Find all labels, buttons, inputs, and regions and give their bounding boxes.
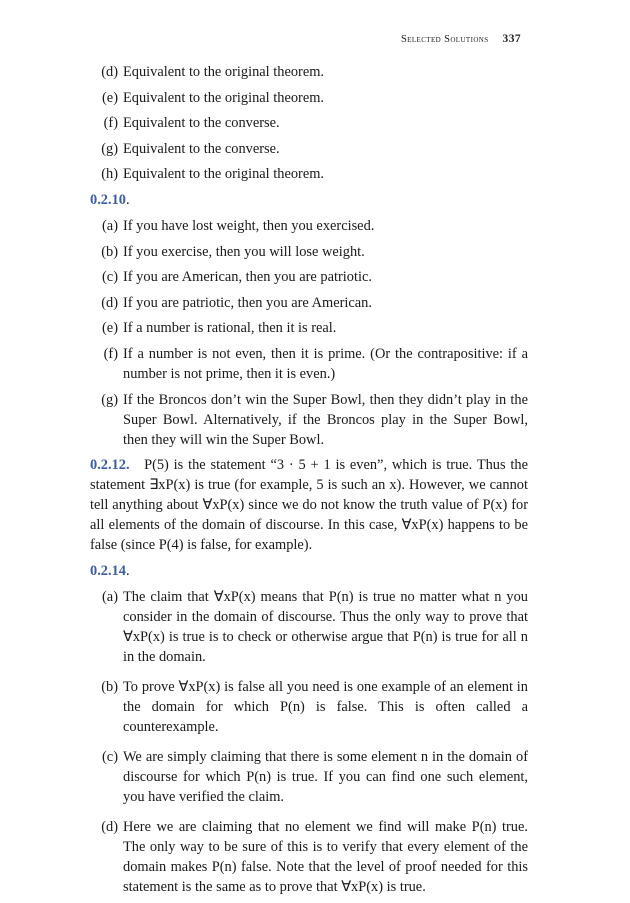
- exercise-number: 0.2.12.: [90, 457, 130, 474]
- item-text: If you exercise, then you will lose weight.: [123, 243, 365, 260]
- list-item: [90, 88, 528, 108]
- list-item: [90, 242, 528, 262]
- item-label: (d): [101, 64, 118, 80]
- list-item: [90, 587, 528, 667]
- item-text: Equivalent to the converse.: [123, 140, 280, 157]
- item-text: If the Broncos don’t win the Super Bowl, then they didn’t play in the Super Bowl. Alternatively, if the Broncos play in the Super Bowl, then they will win the Super Bowl.: [123, 391, 528, 448]
- page-number: 337: [502, 33, 521, 45]
- item-label: (c): [102, 269, 118, 286]
- list-item: [90, 344, 528, 384]
- item-text: Equivalent to the original theorem.: [123, 166, 325, 183]
- item-label: (c): [102, 749, 118, 766]
- exercise-number: 0.2.10: [90, 191, 126, 208]
- item-text: If you are American, then you are patriotic.: [123, 269, 372, 286]
- list-item: [90, 747, 528, 807]
- list-item: [90, 164, 528, 184]
- exercise-number: 0.2.14: [90, 563, 126, 580]
- section-title: Selected Solutions: [400, 34, 489, 45]
- item-text: If a number is rational, then it is real.: [123, 320, 337, 337]
- exercise-0-2-10-heading: 0.2.10.: [90, 191, 130, 208]
- item-label: (f): [103, 345, 118, 362]
- exercise-0-2-14-list: [90, 587, 528, 897]
- list-item: [90, 62, 528, 82]
- item-label: (b): [101, 243, 118, 260]
- item-label: (g): [101, 391, 118, 408]
- list-item: [90, 113, 528, 133]
- item-label: (b): [101, 679, 118, 696]
- item-text: We are simply claiming that there is some element n in the domain of discourse for which P(n) is true. If you can find one such element, you have verified the claim.: [123, 749, 528, 806]
- list-item: [90, 267, 528, 287]
- item-text: The claim that ∀xP(x) means that P(n) is true no matter what n you consider in the domain of discourse. Thus the only way to prove that ∀xP(x) is true is to check or otherwise argue that P(n) is true for all n in the domain.: [123, 589, 528, 666]
- page-content: [90, 62, 528, 903]
- item-text: Here we are claiming that no element we find will make P(n) true. The only way to be sure of this is to verify that every element of the domain makes P(n) false. Note that the level of proof needed for this statement is the same as to prove that ∀xP(x) is true.: [123, 819, 528, 896]
- list-item: [90, 139, 528, 159]
- item-text: If you have lost weight, then you exercised.: [123, 217, 375, 234]
- list-item: [90, 817, 528, 897]
- exercise-0-2-10-list: [90, 216, 528, 450]
- list-item: [90, 216, 528, 236]
- item-label: (e): [102, 320, 118, 337]
- paragraph-text: P(5) is the statement “3 · 5 + 1 is even”, which is true. Thus the statement ∃xP(x) is true (for example, 5 is such an x). However, we cannot tell anything about ∀xP(x) since we do not know the truth value of P(x) for all elements of the domain of discourse. In this case, ∀xP(x) happens to be false (since P(4) is false, for example).: [90, 457, 529, 554]
- list-item: [90, 318, 528, 338]
- list-item: [90, 293, 528, 313]
- exercise-0-2-12-paragraph: [90, 455, 528, 555]
- item-text: Equivalent to the original theorem.: [123, 89, 325, 106]
- item-text: Equivalent to the converse.: [123, 115, 280, 132]
- item-label: (f): [103, 115, 118, 132]
- item-label: (d): [101, 819, 118, 836]
- item-label: (h): [101, 166, 118, 183]
- list-item: [90, 390, 528, 450]
- item-text: To prove ∀xP(x) is false all you need is one example of an element in the domain for which P(n) is false. This is often called a counterexample.: [123, 679, 528, 736]
- item-label: (a): [102, 589, 118, 606]
- item-text: Equivalent to the original theorem.: [123, 64, 325, 80]
- item-label: (a): [102, 217, 118, 234]
- item-label: (e): [102, 89, 118, 106]
- running-head: [401, 33, 521, 45]
- item-text: If you are patriotic, then you are American.: [123, 294, 372, 311]
- list-item: [90, 677, 528, 737]
- item-text: If a number is not even, then it is prime. (Or the contrapositive: if a number is not prime, then it is even.): [123, 345, 528, 382]
- exercise-0-2-14-heading: 0.2.14.: [90, 563, 130, 580]
- item-label: (d): [101, 294, 118, 311]
- continued-answer-list: [90, 62, 528, 184]
- item-label: (g): [101, 140, 118, 157]
